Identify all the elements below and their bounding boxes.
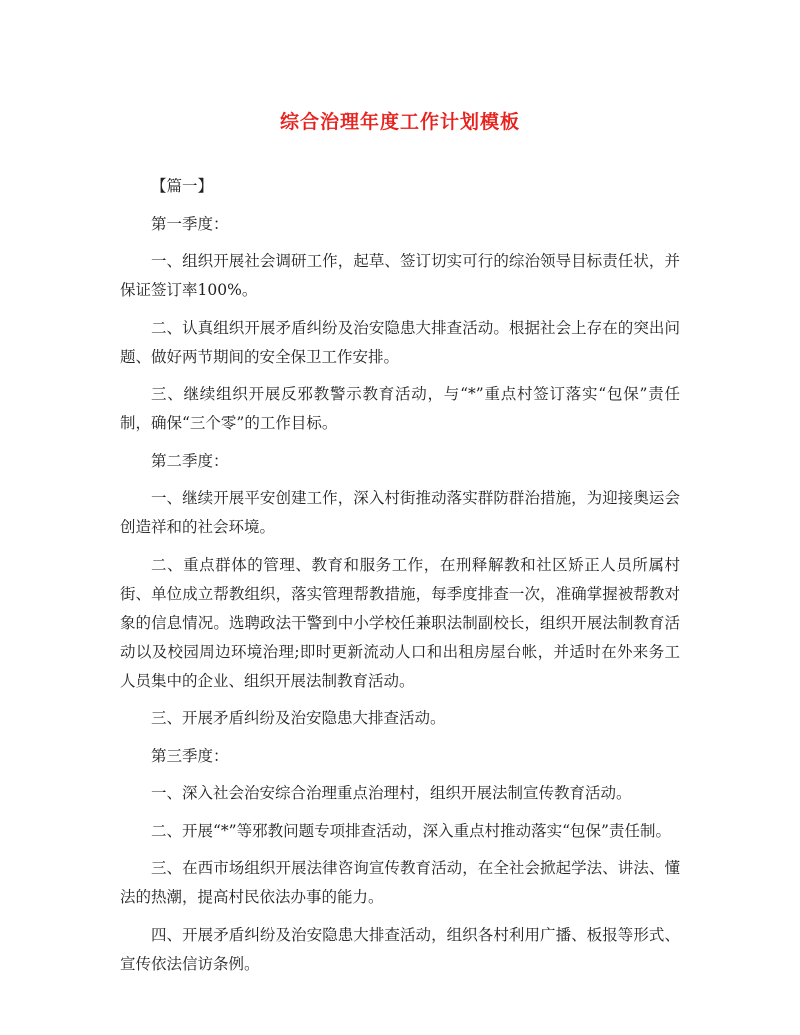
- paragraph-q1-item3: 三、继续组织开展反邪教警示教育活动，与“*”重点村签订落实“包保”责任制，确保“三个零”的工作目标。: [120, 385, 680, 432]
- paragraph-q1-item1: 一、组织开展社会调研工作，起草、签订切实可行的综治领导目标责任状，并保证签订率100%。: [120, 252, 680, 299]
- paragraph-q2-item3: 三、开展矛盾纠纷及治安隐患大排查活动。: [151, 709, 446, 727]
- paragraph-q3-item1: 一、深入社会治安综合治理重点治理村，组织开展法制宣传教育活动。: [151, 784, 632, 802]
- quarter-heading-q1: 第一季度：: [151, 214, 229, 233]
- paragraph-q3-item4: 四、开展矛盾纠纷及治安隐患大排查活动，组织各村利用广播、板报等形式、宣传依法信访条例。: [120, 925, 680, 973]
- paragraph-q3-item3: 三、在西市场组织开展法律咨询宣传教育活动，在全社会掀起学法、讲法、懂法的热潮，提高村民依法办事的能力。: [120, 859, 680, 906]
- quarter-heading-q2: 第二季度：: [151, 451, 229, 470]
- document-body: [120, 172, 680, 987]
- paragraph-q2-item2: 二、重点群体的管理、教育和服务工作，在刑释解教和社区矫正人员所属村街、单位成立帮教组织，落实管理帮教措施，每季度排查一次，准确掌握被帮教对象的信息情况。选聘政法干警到中小学校任兼职法制副校长，组织开展法制教育活动以及校园周边环境治理;即时更新流动人口和出租房屋台帐，并适时在外来务工人员集中的企业、组织开展法制教育活动。: [120, 555, 680, 690]
- section-heading: 【篇一】: [151, 177, 214, 195]
- paragraph-q3-item2: 二、开展“*”等邪教问题专项排查活动，深入重点村推动落实“包保”责任制。: [151, 821, 671, 840]
- paragraph-q1-item2: 二、认真组织开展矛盾纠纷及治安隐患大排查活动。根据社会上存在的突出问题、做好两节期间的安全保卫工作安排。: [120, 318, 680, 366]
- quarter-heading-q3: 第三季度：: [151, 746, 229, 765]
- paragraph-q2-item1: 一、继续开展平安创建工作，深入村街推动落实群防群治措施，为迎接奥运会创造祥和的社会环境。: [120, 489, 680, 536]
- document-title: 综合治理年度工作计划模板: [279, 111, 520, 133]
